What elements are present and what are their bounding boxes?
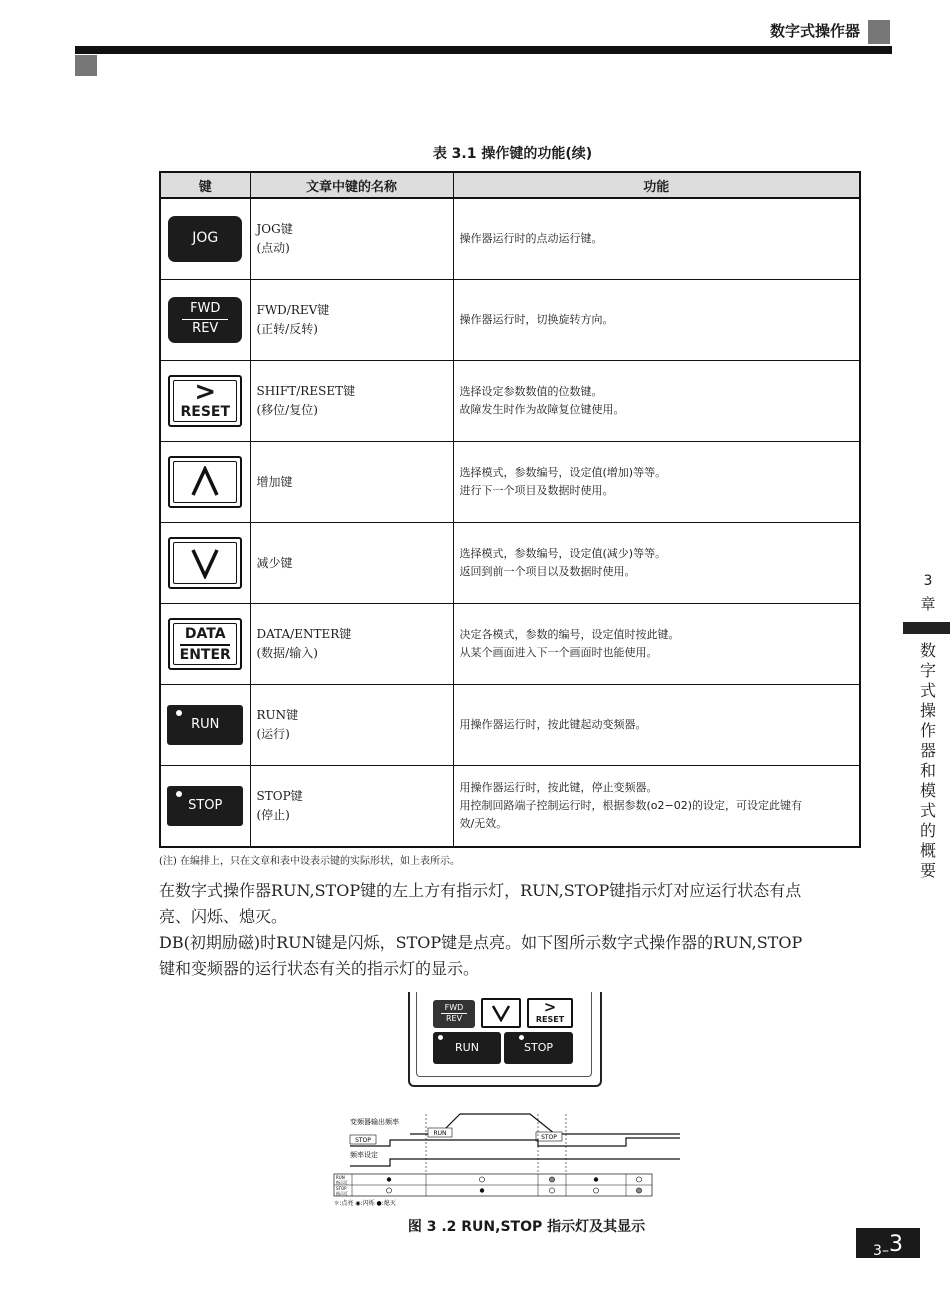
table-row [160,361,860,442]
key-name-cn: (运行) [256,727,290,741]
fwd-rev-key-icon: FWD REV [168,297,242,343]
header-marker-left [75,55,97,76]
stop-lamp-state-off [480,1188,484,1192]
table-row [160,604,860,685]
stop-lamp-state-blink [636,1188,641,1193]
figure-caption: 图 3 .2 RUN,STOP 指示灯及其显示 [407,1219,646,1235]
svg-text:指示灯: 指示灯 [336,1191,348,1196]
panel-decrement-key [481,998,521,1028]
key-name: FWD/REV键 [256,303,330,317]
chevron-right-icon: > [543,998,557,1016]
paragraph-line: 键和变频器的运行状态有关的指示灯的显示。 [159,959,480,978]
lamp-legend: ☼:点亮 ◉:闪烁 ●:熄灭 [334,1200,396,1207]
command-waveform [350,1138,680,1146]
data-enter-key-icon: DATA ENTER [168,618,242,670]
paragraph-line: 亮、闪烁、熄灭。 [159,907,288,926]
table-row [160,280,860,361]
key-name: DATA/ENTER键 [256,627,352,641]
freq-setting-label: 频率设定 [350,1151,378,1159]
run-lamp-state-on [479,1177,484,1182]
paragraph-line: 在数字式操作器RUN,STOP键的左上方有指示灯，RUN,STOP键指示灯对应运行状态有点 [159,881,802,900]
key-function: 决定各模式，参数的编号，设定值时按此键。 [459,628,680,641]
panel-shift-reset-key: > RESET [527,998,573,1028]
key-function: 操作器运行时的点动运行键。 [459,232,603,245]
operation-keys-table [159,171,861,848]
key-name: 增加键 [256,474,293,489]
key-name-cn: (正转/反转) [256,322,318,336]
key-function-2: 进行下一个项目及数据时使用。 [459,484,614,497]
key-name: RUN键 [256,708,299,722]
table-row [160,523,860,604]
stop-lamp-state-on [549,1188,554,1193]
run-tag: RUN [433,1130,447,1137]
caret-up-icon [190,466,220,498]
header-key: 键 [160,172,250,198]
key-name-cn: (点动) [256,241,290,255]
increment-key-icon [168,456,242,508]
shift-reset-key-icon: > RESET [168,375,242,427]
run-key-icon: RUN [167,705,243,745]
panel-stop-key: STOP [504,1032,573,1064]
svg-text:指示灯: 指示灯 [336,1180,348,1185]
key-function: 操作器运行时，切换旋转方向。 [459,313,614,326]
key-name: JOG键 [256,222,293,236]
header-marker [868,20,890,44]
run-lamp-state-off [387,1177,391,1181]
side-tab-bar [903,622,950,634]
decrement-key-icon [168,537,242,589]
key-name: STOP键 [256,789,303,803]
run-lamp-state-off [594,1177,598,1181]
running-header-title: 数字式操作器 [769,22,860,40]
page-number: 3–3 [856,1228,920,1258]
header-function: 功能 [453,172,860,198]
stop-tag-2: STOP [541,1134,557,1141]
key-name-cn: (移位/复位) [256,403,318,417]
key-name: SHIFT/RESET键 [256,384,356,398]
caret-down-icon [491,1004,511,1022]
table-row [160,685,860,766]
header-rule [75,46,892,54]
key-name-cn: (停止) [256,808,290,822]
key-function: 选择设定参数数值的位数键。 [459,385,603,398]
svg-text:STOP: STOP [336,1186,347,1191]
key-function-2: 用控制回路端子控制运行时，根据参数(o2−02)的设定，可设定此键有 [459,799,803,812]
stop-lamp-state-on [386,1188,391,1193]
panel-run-key: RUN [433,1032,501,1064]
side-chapter-word: 章 [920,595,936,613]
side-chapter-number: 3 [923,573,933,589]
key-function-2: 故障发生时作为故障复位键使用。 [459,403,625,416]
chevron-right-icon: > [194,377,217,407]
panel-fwd-rev-key: FWD REV [433,1000,475,1028]
key-function-2: 返回到前一个项目以及数据时使用。 [459,565,636,578]
stop-lamp-icon [519,1035,524,1040]
stop-tag: STOP [355,1137,371,1144]
key-function: 选择模式，参数编号，设定值(增加)等等。 [459,466,667,479]
jog-key-icon: JOG [168,216,242,262]
freq-setting-waveform [350,1159,680,1166]
run-lamp-icon [438,1035,443,1040]
key-function: 用操作器运行时，按此键起动变频器。 [459,718,647,731]
key-function-2: 从某个画面进入下一个画面时也能使用。 [459,646,658,659]
key-function: 用操作器运行时，按此键，停止变频器。 [459,781,658,794]
table-header-row [160,172,860,198]
svg-text:RUN: RUN [336,1175,345,1180]
table-note: (注) 在编排上，只在文章和表中设表示键的实际形状，如上表所示。 [159,856,460,867]
stop-key-icon: STOP [167,786,243,826]
run-lamp-state-blink [549,1177,554,1182]
table-row [160,766,860,848]
table-row [160,198,860,280]
freq-output-label: 变频器输出频率 [350,1118,399,1126]
key-function-3: 效/无效。 [459,817,508,830]
key-name: 减少键 [256,555,293,570]
caret-down-icon [190,547,220,579]
stop-lamp-icon [176,791,182,797]
table-caption: 表 3.1 操作键的功能(续) [432,146,593,162]
side-chapter-title: 数 字 式 操 作 器 和 模 式 的 概 要 [919,641,936,880]
key-name-cn: (数据/输入) [256,646,318,660]
key-function: 选择模式，参数编号，设定值(减少)等等。 [459,547,667,560]
stop-lamp-state-on [593,1188,598,1193]
timing-diagram [330,1110,690,1210]
header-name: 文章中键的名称 [250,172,453,198]
table-row [160,442,860,523]
paragraph-line: DB(初期励磁)时RUN键是闪烁，STOP键是点亮。如下图所示数字式操作器的RUN,STOP [159,933,803,952]
run-lamp-icon [176,710,182,716]
run-lamp-state-on [636,1177,641,1182]
